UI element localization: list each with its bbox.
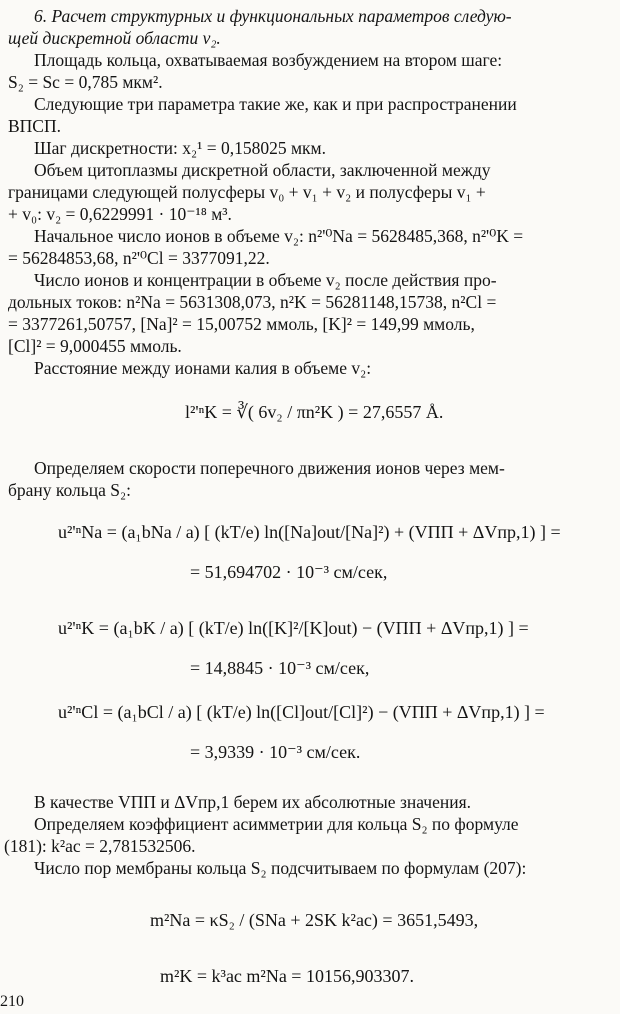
equation-u-k-value: = 14,8845 · 10⁻³ см/сек, <box>190 658 370 678</box>
equation-m-na: m²Na = κS₂ / (SNa + 2SK k²ас) = 3651,5493, <box>150 910 479 930</box>
body-line: Следующие три параметра такие же, как и при распространении <box>34 94 517 114</box>
lower-line: (181): k²ас = 2,781532506. <box>4 836 196 856</box>
page-number: 210 <box>0 993 24 1010</box>
body-line: + v₀: v₂ = 0,6229991 · 10⁻¹⁸ м³. <box>8 204 232 224</box>
body-line: = 3377261,50757, [Na]² = 15,00752 ммоль, [K]² = 149,99 ммоль, <box>8 314 475 334</box>
equation-l-k: l²'ⁿK = ∛( 6v₂ / πn²K ) = 27,6557 Å. <box>185 402 444 422</box>
body-line: Объем цитоплазмы дискретной области, заключенной между <box>34 160 491 180</box>
equation-u-k: u²'ⁿK = (a₁bK / a) [ (kT/e) ln([K]²/[K]out) − (VПП + ΔVпр,1) ] = <box>58 618 529 638</box>
body-line: дольных токов: n²Na = 5631308,073, n²K = 56281148,15738, n²Cl = <box>8 292 497 312</box>
body-line: [Cl]² = 9,000455 ммоль. <box>8 336 182 356</box>
equation-u-na: u²'ⁿNa = (a₁bNa / a) [ (kT/e) ln([Na]out/[Na]²) + (VПП + ΔVпр,1) ] = <box>58 522 561 542</box>
body-line: Расстояние между ионами калия в объеме v₂: <box>34 358 372 378</box>
lower-line: Число пор мембраны кольца S₂ подсчитываем по формулам (207): <box>34 858 527 878</box>
body-line: Площадь кольца, охватываемая возбуждением на втором шаге: <box>34 50 503 70</box>
equation-u-cl: u²'ⁿCl = (a₁bCl / a) [ (kT/e) ln([Cl]out/[Cl]²) − (VПП + ΔVпр,1) ] = <box>58 702 545 722</box>
body-line: Число ионов и концентрации в объеме v₂ после действия про- <box>34 270 497 290</box>
body-line: ВПСП. <box>8 116 61 136</box>
equation-m-k: m²K = k³ас m²Na = 10156,903307. <box>160 966 414 986</box>
body-line: S₂ = Sc = 0,785 мкм². <box>8 72 163 92</box>
body-line: Шаг дискретности: x₂¹ = 0,158025 мкм. <box>34 138 326 158</box>
lower-line: В качестве VПП и ΔVпр,1 берем их абсолютные значения. <box>34 792 472 812</box>
section-heading-line-1: 6. Расчет структурных и функциональных параметров следую- <box>34 6 512 26</box>
body-line: Начальное число ионов в объеме v₂: n²'⁰Na = 5628485,368, n²'⁰K = <box>34 226 524 246</box>
equation-u-cl-value: = 3,9339 · 10⁻³ см/сек. <box>190 742 361 762</box>
lower-line: Определяем коэффициент асимметрии для кольца S₂ по формуле <box>34 814 519 834</box>
equation-u-na-value: = 51,694702 · 10⁻³ см/сек, <box>190 562 388 582</box>
body-line: = 56284853,68, n²'⁰Cl = 3377091,22. <box>8 248 270 268</box>
section-heading-line-2: щей дискретной области v₂. <box>8 28 221 48</box>
intro-line-2: брану кольца S₂: <box>8 480 131 500</box>
intro-line-1: Определяем скорости поперечного движения ионов через мем- <box>34 458 505 478</box>
body-line: границами следующей полусферы v₀ + v₁ + v₂ и полусферы v₁ + <box>8 182 486 202</box>
